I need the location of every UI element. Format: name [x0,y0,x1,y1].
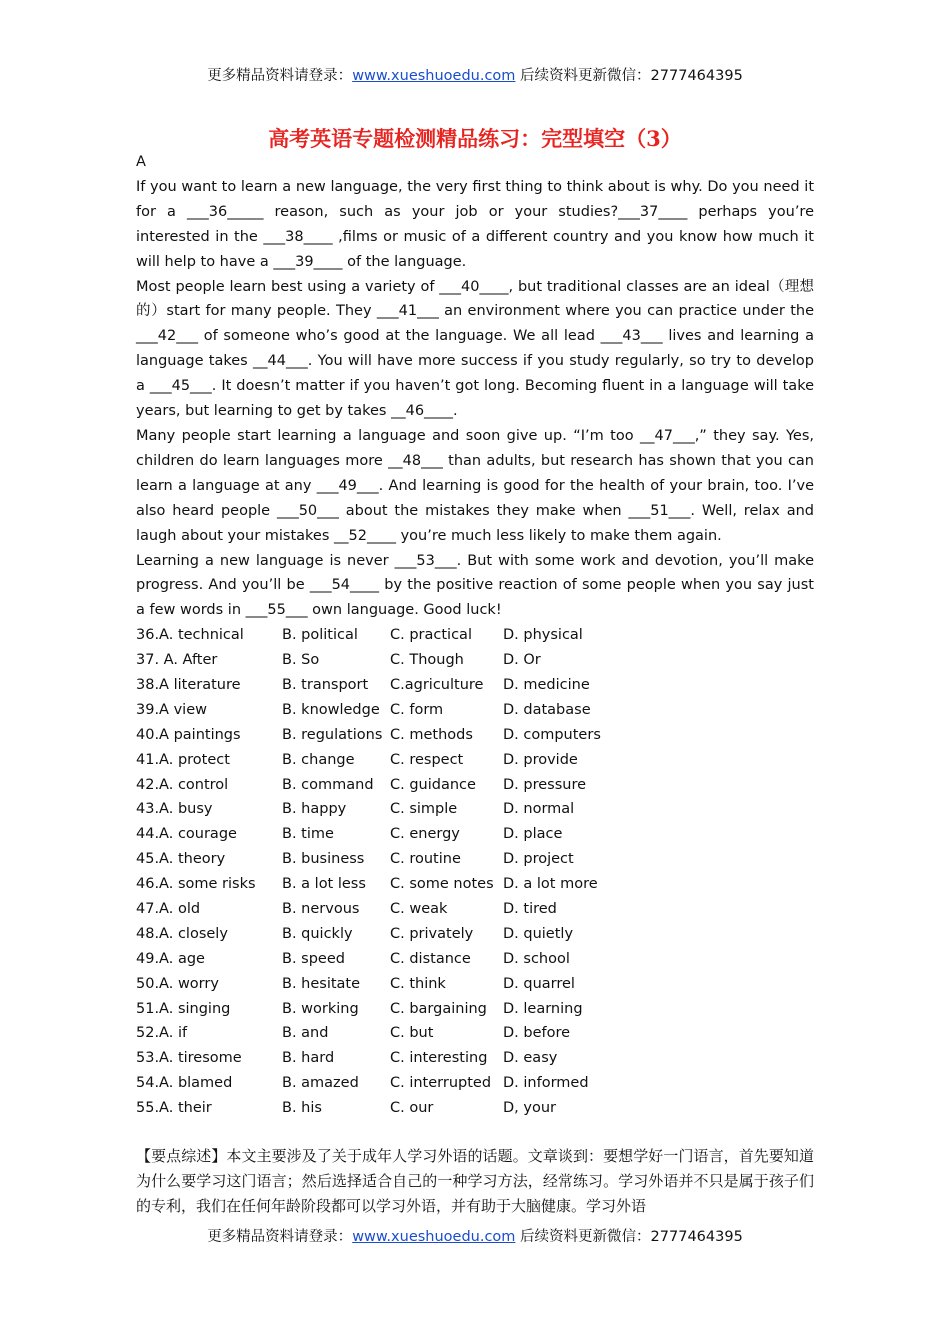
option-choice: D. place [503,826,563,843]
option-choice: C. simple [390,801,458,818]
option-choice: D. before [503,1025,571,1042]
option-choice: D. informed [503,1075,589,1092]
passage-paragraph-3: Many people start learning a language and soon give up. “I’m too __47___,” they say. Yes, children do learn languages more __48___ than adults, but research has shown that you can learn a language at any ___49___. And learning is good for the health of your brain, too. I’ve also heard people ___50___ about the mistakes they make when ___51___. Well, relax and laugh about your mistakes __52____ you’re much less likely to make them again. [136,427,814,544]
option-choice: 36.A. technical [136,627,244,644]
option-row [136,1096,814,1121]
option-choice: 43.A. busy [136,801,213,818]
option-choice: C. distance [390,950,471,967]
option-row [136,748,814,773]
option-choice: D. computers [503,726,601,743]
option-choice: 51.A. singing [136,1000,231,1017]
option-choice: B. speed [282,950,345,967]
option-choice: C. practical [390,627,472,644]
page-footer [0,1227,950,1247]
option-row [136,773,814,798]
option-choice: B. command [282,776,374,793]
header-suffix: 后续资料更新微信：2777464395 [515,68,743,84]
option-choice: B. nervous [282,901,360,918]
option-choice: B. transport [282,677,369,693]
option-choice: D. database [503,701,591,718]
option-row [136,822,814,847]
option-choice: D. quietly [503,925,574,942]
option-choice: B. hard [282,1050,335,1067]
option-row [136,922,814,947]
option-choice: B. quickly [282,925,353,942]
section-label: A [136,154,146,170]
option-row [136,723,814,748]
option-choice: B. business [282,851,365,868]
option-choice: D. medicine [503,677,590,693]
option-choice: C. form [390,701,444,718]
option-choice: B. regulations [282,726,383,743]
option-choice: 48.A. closely [136,925,228,942]
option-row [136,698,814,723]
option-choice: C. but [390,1025,434,1042]
page-header [0,66,950,86]
option-choice: D. school [503,950,570,967]
option-choice: B. So [282,652,320,669]
option-row [136,1071,814,1096]
option-choice: 53.A. tiresome [136,1050,242,1067]
option-choice: D. easy [503,1050,558,1067]
option-row [136,1046,814,1071]
option-choice: C.agriculture [390,677,484,693]
option-choice: 49.A. age [136,950,205,967]
option-row [136,648,814,673]
option-choice: D. pressure [503,776,587,793]
option-row [136,623,814,648]
option-choice: C. weak [390,901,448,918]
option-choice: 40.A paintings [136,726,241,743]
option-choice: 55.A. their [136,1100,212,1117]
passage-paragraph-4: Learning a new language is never ___53___. But with some work and devotion, you’ll make progress. And you’ll be ___54____ by the positive reaction of some people when you say just a few words in ___55___ own language. Good luck! [136,552,814,619]
option-choice: B. amazed [282,1075,359,1092]
option-row [136,847,814,872]
option-choice: C. some notes [390,876,494,893]
option-choice: B. his [282,1100,322,1117]
option-row [136,673,814,698]
option-choice: B. time [282,826,334,843]
option-choice: D. Or [503,652,541,669]
option-choice: B. hesitate [282,975,361,992]
option-choice: B. and [282,1025,329,1042]
option-choice: B. working [282,1000,359,1017]
passage-paragraph-2: Most people learn best using a variety of ___40____, but traditional classes are an ideal（理想的）start for many people. They ___41___ an environment where you can practice under the ___42___ of someone who’s good at the language. We all lead ___43___ lives and learning a language takes __44___. You will have more success if you study regularly, so try to develop a ___45___. It doesn’t matter if you haven’t got long. Becoming fluent in a language will take years, but learning to get by takes __46____. [136,278,814,420]
option-choice: D. physical [503,627,583,644]
footer-prefix: 更多精品资料请登录： [207,1229,353,1245]
header-website-link[interactable]: www.xueshuoedu.com [352,68,516,84]
summary-paragraph: 【要点综述】本文主要涉及了关于成年人学习外语的话题。文章谈到：要想学好一门语言，首先要知道为什么要学习这门语言；然后选择适合自己的一种学习方法，经常练习。学习外语并不只是属于孩子们的专利，我们在任何年龄阶段都可以学习外语，并有助于大脑健康。学习外语 [136,1147,814,1215]
footer-suffix: 后续资料更新微信：2777464395 [515,1229,743,1245]
option-choice: C. Though [390,652,464,669]
option-choice: C. privately [390,925,474,942]
option-choice: 50.A. worry [136,975,219,992]
option-row [136,1021,814,1046]
option-choice: 41.A. protect [136,751,230,768]
option-row [136,947,814,972]
option-choice: D. provide [503,751,578,768]
option-choice: D. tired [503,901,557,918]
option-choice: 44.A. courage [136,826,237,843]
passage-paragraph-1: If you want to learn a new language, the very first thing to think about is why. Do you need it for a ___36_____ reason, such as your job or your studies?___37____ perhaps you’re interested in the ___38____ ,films or music of a different country and you know how much it will help to have a ___39____ of the language. [136,178,814,270]
option-choice: B. happy [282,801,347,818]
option-choice: B. political [282,627,358,644]
option-row [136,872,814,897]
answer-options-list [136,623,814,1121]
option-choice: 38.A literature [136,677,241,693]
option-choice: 52.A. if [136,1025,188,1042]
option-choice: 54.A. blamed [136,1075,233,1092]
option-choice: C. interrupted [390,1075,492,1092]
option-choice: 37. A. After [136,652,218,669]
option-choice: B. change [282,751,355,768]
option-choice: D, your [503,1100,556,1117]
footer-website-link[interactable]: www.xueshuoedu.com [352,1229,516,1245]
option-choice: 42.A. control [136,776,229,793]
option-choice: D. a lot more [503,876,598,893]
option-choice: 46.A. some risks [136,876,256,893]
option-row [136,797,814,822]
option-choice: D. normal [503,801,575,818]
option-choice: D. quarrel [503,975,575,992]
option-choice: D. learning [503,1000,583,1017]
option-row [136,972,814,997]
option-choice: C. respect [390,751,464,768]
option-choice: C. interesting [390,1050,488,1067]
option-choice: C. energy [390,826,460,843]
option-choice: C. think [390,975,446,992]
option-choice: 47.A. old [136,901,201,918]
option-choice: C. bargaining [390,1000,487,1017]
header-prefix: 更多精品资料请登录： [207,68,353,84]
option-choice: C. guidance [390,776,476,793]
document-title: 高考英语专题检测精品练习：完型填空（3） [268,126,682,151]
document-body [136,150,814,1121]
option-choice: 39.A view [136,701,207,718]
option-choice: D. project [503,851,574,868]
option-choice: C. routine [390,851,461,868]
option-choice: B. a lot less [282,876,366,893]
option-choice: C. methods [390,726,473,743]
option-choice: C. our [390,1100,434,1117]
option-row [136,897,814,922]
option-choice: 45.A. theory [136,851,226,868]
option-row [136,997,814,1022]
option-choice: B. knowledge [282,701,380,718]
